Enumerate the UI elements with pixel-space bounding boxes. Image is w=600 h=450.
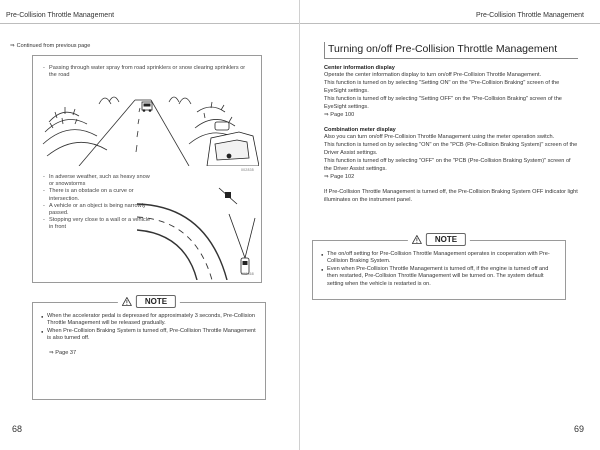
note-item: ● Even when Pre-Collision Throttle Management is turned off, if the engine is turned off and then restarted, Pre-Collision Throttle Management will be turned on. The system default setting when the vehicle is restarted is on. bbox=[321, 266, 557, 288]
off-indicator-paragraph: If Pre-Collision Throttle Management is turned off, the Pre-Collision Braking System OFF indicator light illuminates on the instrument panel. bbox=[324, 188, 578, 203]
note-list bbox=[321, 251, 557, 288]
left-running-header bbox=[0, 0, 299, 24]
continued-label bbox=[10, 43, 90, 49]
section-content bbox=[324, 64, 578, 205]
right-arrow-icon: ⇒ bbox=[324, 111, 331, 118]
list-item: - Passing through water spray from road sprinklers or snow clearing sprinklers or the road bbox=[43, 65, 253, 79]
list-item: - Stopping very close to a wall or a vehicle in front bbox=[43, 217, 155, 231]
left-note bbox=[32, 297, 266, 400]
conditions-box bbox=[32, 55, 262, 283]
note-item: ● The on/off setting for Pre-Collision Throttle Management operates in cooperation with Pre-Collision Braking System. bbox=[321, 251, 557, 266]
note-title: NOTE bbox=[426, 233, 466, 246]
meter-display-line: This function is turned off by selecting "OFF" on the "PCB (Pre-Collision Braking System)" screen of the Driver Assist settings. bbox=[324, 158, 571, 173]
curve-obstacle-illustration bbox=[137, 174, 261, 280]
section-title: Turning on/off Pre-Collision Throttle Management bbox=[324, 42, 578, 59]
meter-display-line: Also you can turn on/off Pre-Collision Throttle Management using the meter operation switch. bbox=[324, 134, 555, 141]
right-arrow-icon: ⇒ bbox=[324, 173, 331, 180]
note-header bbox=[408, 233, 470, 246]
right-page-number: 69 bbox=[573, 424, 584, 434]
list-item: - A vehicle or an object is being narrowly passed. bbox=[43, 203, 155, 217]
figure-code-2: 002868 bbox=[241, 272, 254, 276]
page-reference[interactable] bbox=[324, 112, 578, 120]
conditions-list-1 bbox=[43, 65, 253, 79]
car-icon bbox=[229, 214, 255, 274]
center-display-line: This function is turned on by selecting "Setting ON" on the "Pre-Collision Braking" screen of the EyeSight settings. bbox=[324, 79, 560, 94]
left-header-title: Pre-Collision Throttle Management bbox=[6, 12, 115, 19]
warning-icon bbox=[122, 297, 132, 306]
warning-icon bbox=[412, 235, 422, 244]
center-display-line: This function is turned off by selecting "Setting OFF" on the "Pre-Collision Braking" screen of the EyeSight settings. bbox=[324, 95, 562, 110]
center-display-line: Operate the center information display to turn on/off Pre-Collision Throttle Management. bbox=[324, 72, 542, 78]
sprinkler-illustration bbox=[39, 82, 259, 166]
figure-code-1: 002835 bbox=[241, 168, 254, 172]
right-note bbox=[312, 235, 566, 300]
left-page-number: 68 bbox=[12, 424, 23, 434]
note-item: ● When the accelerator pedal is depressed for approximately 3 seconds, Pre-Collision Throttle Management will be released gradually. bbox=[41, 313, 257, 328]
car-icon bbox=[142, 102, 152, 112]
page-reference-text[interactable]: Page 102 bbox=[330, 173, 355, 180]
note-title: NOTE bbox=[136, 295, 176, 308]
right-header-title: Pre-Collision Throttle Management bbox=[475, 12, 584, 19]
center-display-heading: Center information display bbox=[324, 65, 395, 71]
right-arrow-icon: ⇒ bbox=[10, 43, 15, 49]
meter-display-heading: Combination meter display bbox=[324, 127, 396, 134]
continued-text: Continued from previous page bbox=[16, 43, 91, 49]
list-item: - In adverse weather, such as heavy snow or snowstorms bbox=[43, 174, 155, 188]
list-item: - There is an obstacle on a curve or intersection. bbox=[43, 188, 155, 202]
right-arrow-icon: ⇒ bbox=[49, 350, 54, 356]
right-running-header bbox=[300, 0, 600, 24]
page-reference[interactable] bbox=[324, 174, 578, 182]
right-page bbox=[300, 0, 600, 450]
note-list bbox=[41, 313, 257, 343]
page-reference-text[interactable]: Page 100 bbox=[330, 111, 355, 118]
note-header bbox=[118, 295, 180, 308]
note-item: ● When Pre-Collision Braking System is turned off, Pre-Collision Throttle Management is also turned off. bbox=[41, 328, 257, 343]
meter-display-line: This function is turned on by selecting "ON" on the "PCB (Pre-Collision Braking System)" screen of the Driver Assist settings. bbox=[324, 142, 578, 157]
page-reference-text[interactable]: Page 37 bbox=[55, 350, 77, 356]
page-reference[interactable] bbox=[41, 350, 76, 357]
